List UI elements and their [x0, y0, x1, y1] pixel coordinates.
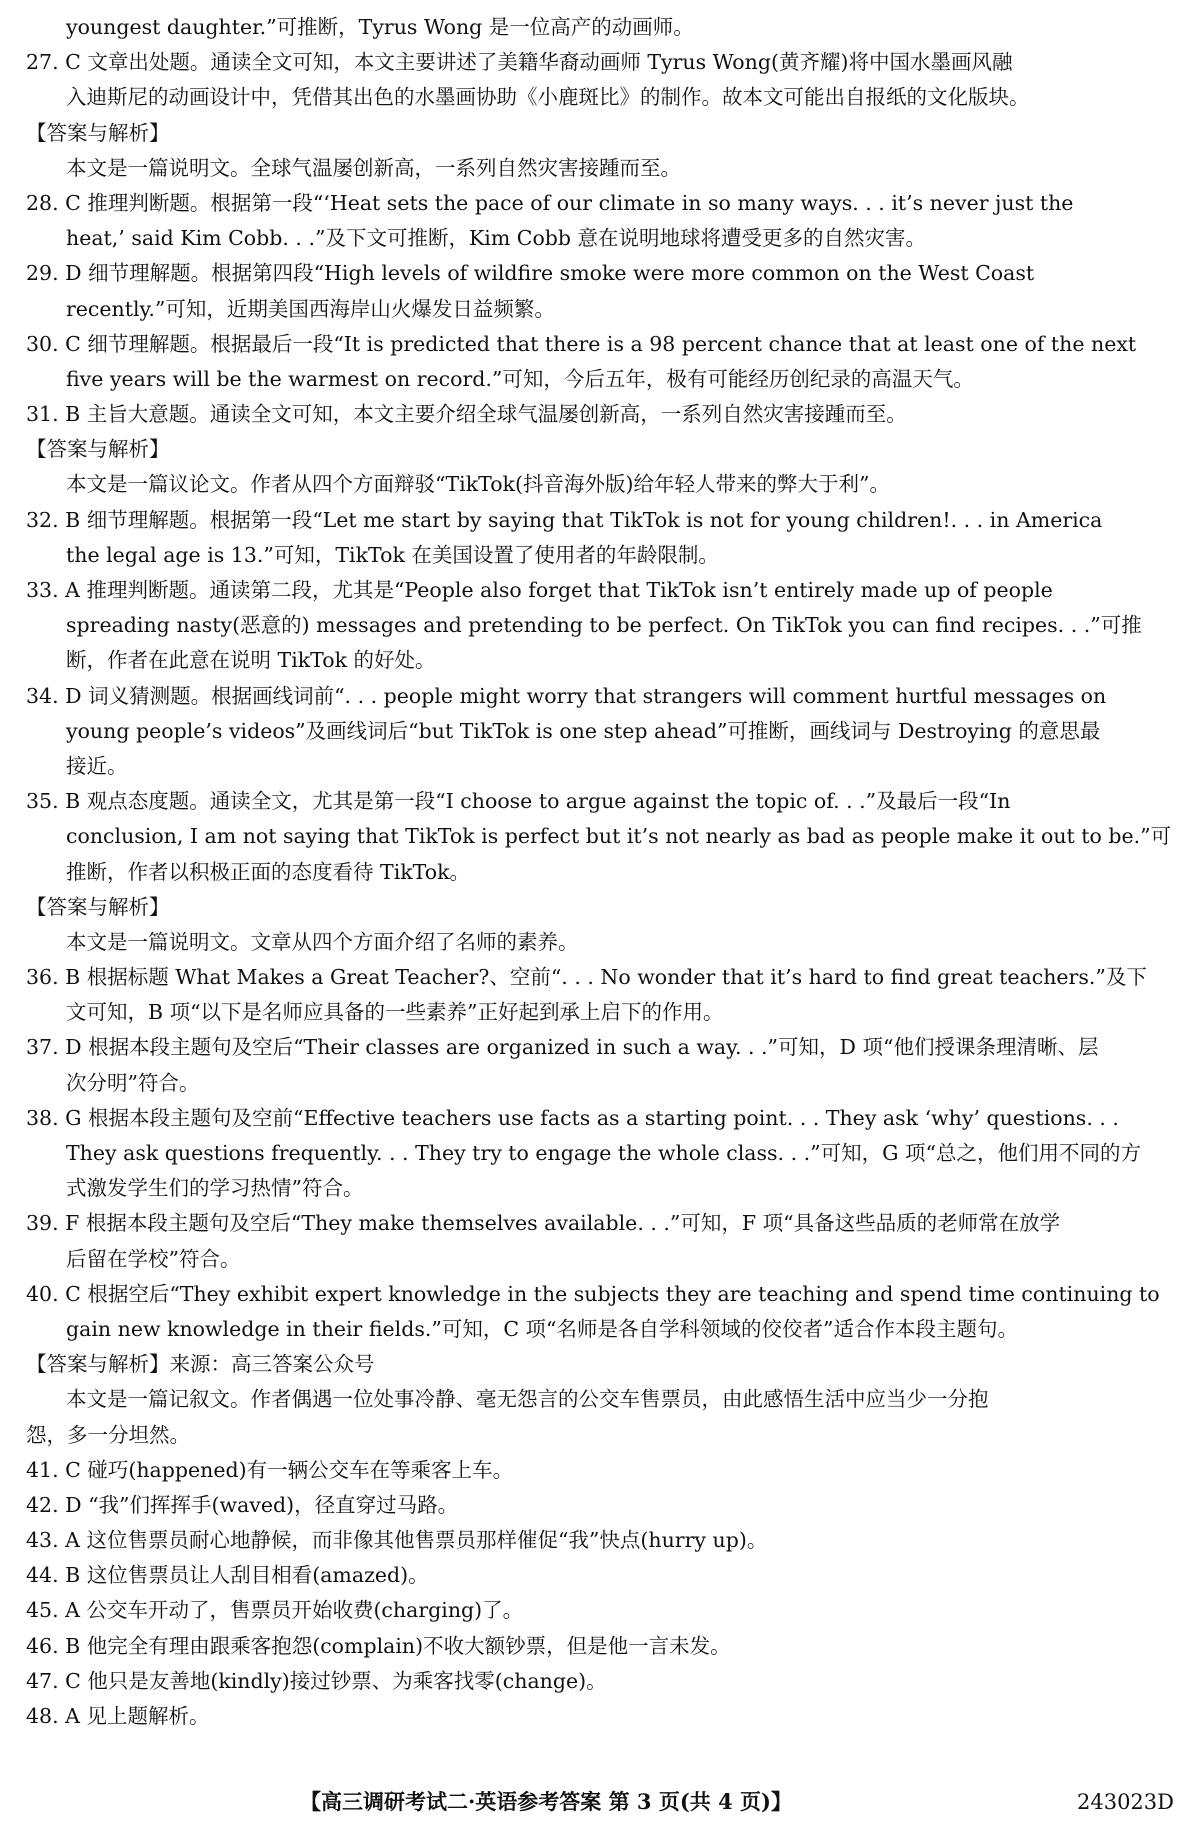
text-line: 30. C 细节理解题。根据最后一段“It is predicted that there is a 98 percent chance that at least one of the next	[26, 331, 1137, 356]
text-line: 入迪斯尼的动画设计中，凭借其出色的水墨画协助《小鹿斑比》的制作。故本文可能出自报纸的文化版块。	[66, 85, 1030, 110]
text-line: gain new knowledge in their fields.”可知，C 项“名师是各自学科领域的佼佼者”适合作本段主题句。	[66, 1316, 1018, 1341]
text-line: 次分明”符合。	[66, 1070, 200, 1095]
text-line: the legal age is 13.”可知，TikTok 在美国设置了使用者的年龄限制。	[66, 542, 719, 567]
text-line: 28. C 推理判断题。根据第一段“‘Heat sets the pace of our climate in so many ways. . . it’s never just the	[26, 190, 1074, 215]
text-line: 36. B 根据标题 What Makes a Great Teacher?、空前“. . . No wonder that it’s hard to find great teachers.”及下	[26, 965, 1147, 990]
text-line: 43. A 这位售票员耐心地静候，而非像其他售票员那样催促“我”快点(hurry up)。	[26, 1528, 768, 1553]
text-line: 48. A 见上题解析。	[26, 1704, 210, 1728]
text-line: 本文是一篇说明文。全球气温屡创新高，一系列自然灾害接踵而至。	[66, 155, 681, 180]
text-line: 39. F 根据本段主题句及空后“They make themselves available. . .”可知，F 项“具备这些品质的老师常在放学	[26, 1211, 1061, 1236]
text-line: 本文是一篇记叙文。作者偶遇一位处事冷静、毫无怨言的公交车售票员，由此感悟生活中应当少一分抱	[66, 1387, 989, 1412]
text-line: conclusion, I am not saying that TikTok is perfect but it’s not nearly as bad as people make it out to be.”可	[66, 824, 1172, 849]
text-line: young people’s videos”及画线词后“but TikTok is one step ahead”可推断，画线词与 Destroying 的意思最	[66, 718, 1101, 743]
text-line: 40. C 根据空后“They exhibit expert knowledge in the subjects they are teaching and spend time continuing to	[26, 1281, 1160, 1306]
text-line: 31. B 主旨大意题。通读全文可知，本文主要介绍全球气温屡创新高，一系列自然灾害接踵而至。	[26, 402, 907, 427]
text-line: 本文是一篇议论文。作者从四个方面辩驳“TikTok(抖音海外版)给年轻人带来的弊大于利”。	[66, 472, 890, 497]
text-line: 46. B 他完全有理由跟乘客抱怨(complain)不收大额钞票，但是他一言未发。	[26, 1633, 731, 1658]
text-line: 47. C 他只是友善地(kindly)接过钞票、为乘客找零(change)。	[26, 1668, 607, 1693]
text-line: 38. G 根据本段主题句及空前“Effective teachers use facts as a starting point. . . They ask ‘why’ questions. . .	[26, 1105, 1119, 1130]
text-line: five years will be the warmest on record.”可知，今后五年，极有可能经历创纪录的高温天气。	[66, 366, 974, 391]
text-line: 接近。	[66, 753, 128, 778]
footer-code: 243023D	[1076, 1790, 1174, 1814]
section-heading: 【答案与解析】	[26, 894, 170, 919]
text-line: recently.”可知，近期美国西海岸山火爆发日益频繁。	[66, 296, 555, 321]
text-line: 35. B 观点态度题。通读全文，尤其是第一段“I choose to argue against the topic of. . .”及最后一段“In	[26, 789, 1011, 814]
text-line: 37. D 根据本段主题句及空后“Their classes are organized in such a way. . .”可知，D 项“他们授课条理清晰、层	[26, 1035, 1099, 1060]
section-heading: 【答案与解析】来源：高三答案公众号	[26, 1352, 375, 1377]
text-line: 45. A 公交车开动了，售票员开始收费(charging)了。	[26, 1598, 524, 1623]
text-line: 断，作者在此意在说明 TikTok 的好处。	[66, 648, 436, 673]
text-line: 32. B 细节理解题。根据第一段“Let me start by saying that TikTok is not for young children!. . . in America	[26, 507, 1103, 532]
text-line: 27. C 文章出处题。通读全文可知，本文主要讲述了美籍华裔动画师 Tyrus Wong(黄齐耀)将中国水墨画风融	[26, 50, 1013, 75]
footer-title: 【高三调研考试二·英语参考答案 第 3 页(共 4 页)】	[300, 1789, 792, 1814]
answer-document	[26, 10, 1174, 1734]
text-line: 式激发学生们的学习热情”符合。	[66, 1176, 364, 1201]
section-heading: 【答案与解析】	[26, 437, 170, 462]
text-line: 29. D 细节理解题。根据第四段“High levels of wildfire smoke were more common on the West Coast	[26, 261, 1035, 286]
text-line: 34. D 词义猜测题。根据画线词前“. . . people might worry that strangers will comment hurtful messages on	[26, 683, 1107, 708]
text-line: 文可知，B 项“以下是名师应具备的一些素养”正好起到承上启下的作用。	[66, 1000, 724, 1025]
text-line: heat,’ said Kim Cobb. . .”及下文可推断，Kim Cobb 意在说明地球将遭受更多的自然灾害。	[66, 226, 927, 251]
text-line: 怨，多一分坦然。	[26, 1422, 190, 1447]
text-line: 推断，作者以积极正面的态度看待 TikTok。	[66, 859, 471, 884]
text-line: 42. D “我”们挥挥手(waved)，径直穿过马路。	[26, 1492, 459, 1517]
page-footer	[0, 1784, 1200, 1820]
text-line: 41. C 碰巧(happened)有一辆公交车在等乘客上车。	[26, 1457, 514, 1482]
text-line: They ask questions frequently. . . They try to engage the whole class. . .”可知，G 项“总之，他们用不同的方	[66, 1141, 1141, 1165]
section-heading: 【答案与解析】	[26, 120, 170, 145]
text-line: 本文是一篇说明文。文章从四个方面介绍了名师的素养。	[66, 929, 579, 954]
text-line: 44. B 这位售票员让人刮目相看(amazed)。	[26, 1563, 429, 1588]
text-line: spreading nasty(恶意的) messages and pretending to be perfect. On TikTok you can find recipes. . .”可推	[66, 613, 1142, 638]
text-line: youngest daughter.”可推断，Tyrus Wong 是一位高产的动画师。	[66, 15, 694, 39]
text-line: 33. A 推理判断题。通读第二段，尤其是“People also forget that TikTok isn’t entirely made up of people	[26, 578, 1053, 602]
text-line: 后留在学校”符合。	[66, 1246, 241, 1271]
